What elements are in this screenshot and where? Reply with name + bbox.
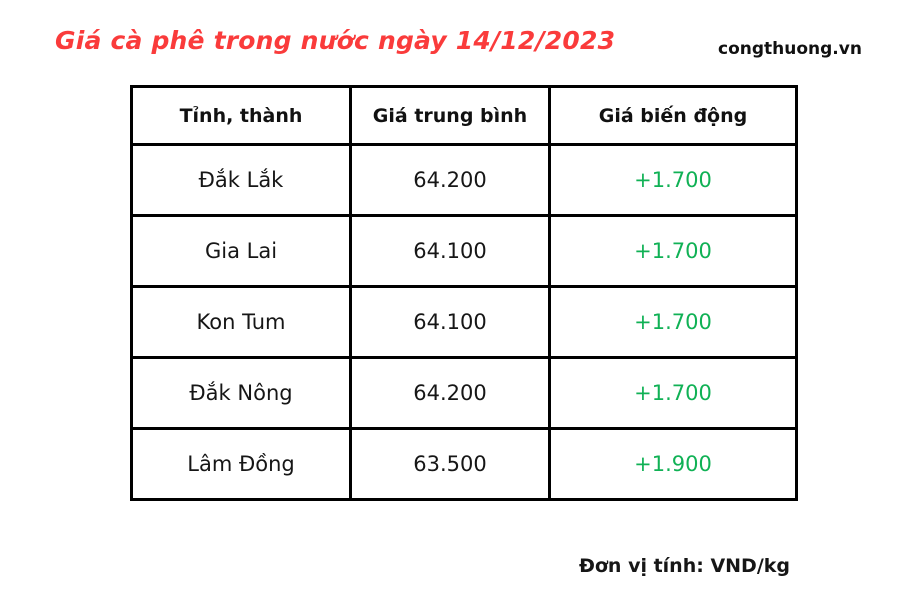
- cell-average-price: 64.200: [351, 358, 550, 429]
- cell-province: Đắk Nông: [132, 358, 351, 429]
- table-row: [132, 429, 797, 500]
- cell-province: Kon Tum: [132, 287, 351, 358]
- table-header-row: [132, 87, 797, 145]
- cell-price-change: +1.700: [550, 216, 797, 287]
- cell-average-price: 63.500: [351, 429, 550, 500]
- cell-average-price: 64.100: [351, 216, 550, 287]
- cell-price-change: +1.700: [550, 358, 797, 429]
- cell-average-price: 64.100: [351, 287, 550, 358]
- cell-average-price: 64.200: [351, 145, 550, 216]
- table-row: [132, 358, 797, 429]
- table-row: [132, 216, 797, 287]
- cell-province: Lâm Đồng: [132, 429, 351, 500]
- page-title: Giá cà phê trong nước ngày 14/12/2023: [55, 26, 616, 55]
- table-row: [132, 145, 797, 216]
- cell-price-change: +1.700: [550, 287, 797, 358]
- column-header-average-price: Giá trung bình: [351, 87, 550, 145]
- table-row: [132, 287, 797, 358]
- column-header-province: Tỉnh, thành: [132, 87, 351, 145]
- cell-province: Đắk Lắk: [132, 145, 351, 216]
- watermark-congthuong: congthuong.vn: [718, 39, 862, 59]
- unit-note: Đơn vị tính: VND/kg: [578, 555, 790, 577]
- cell-price-change: +1.900: [550, 429, 797, 500]
- column-header-price-change: Giá biến động: [550, 87, 797, 145]
- coffee-price-table: [130, 85, 798, 501]
- cell-price-change: +1.700: [550, 145, 797, 216]
- cell-province: Gia Lai: [132, 216, 351, 287]
